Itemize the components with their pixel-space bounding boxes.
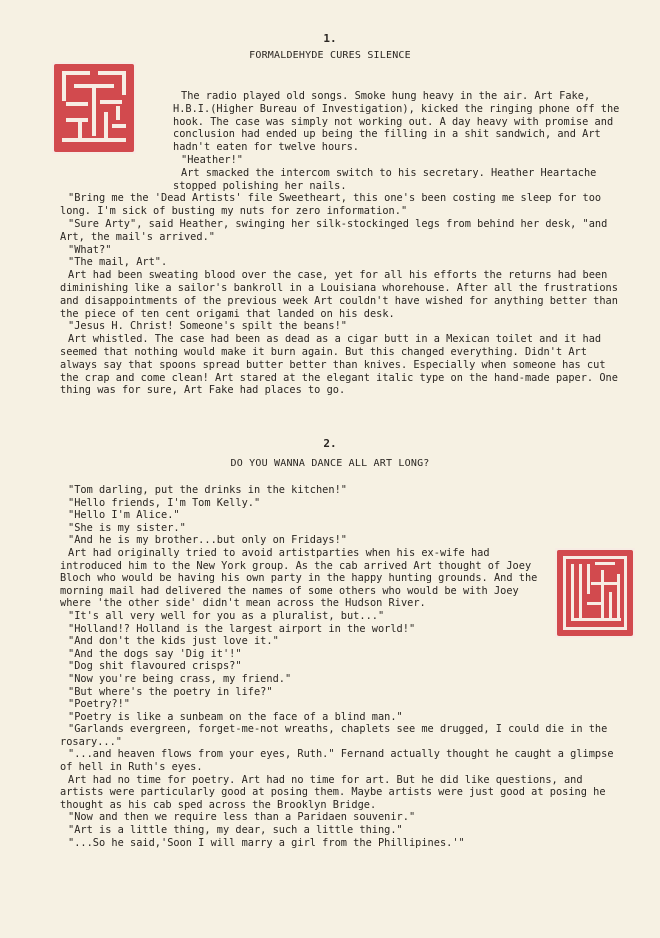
section-2-title: DO YOU WANNA DANCE ALL ART LONG? [230, 458, 430, 469]
dialogue-line: "She is my sister." [68, 521, 186, 534]
paragraph: "Jesus H. Christ! Someone's spilt the beans!" [68, 320, 347, 333]
paragraph: Art whistled. The case had been as dead as a cigar butt in a Mexican toilet and it had seemed that nothing would make it burn again. But this changed everything. Didn't Art always say that spoons spread butter better than knives. Especially when someone has cut the crap and come clean! Art stared at the elegant italic type on the hand-made paper. One thing was for sure, Art Fake had places to go. [60, 333, 618, 397]
paragraph: The radio played old songs. Smoke hung heavy in the air. Art Fake, H.B.I.(Higher Bureau of Investigation), kicked the ringing phone off the hook. The case was simply not working out. A day heavy with promise and conclusion had ended up being the filling in a shit sandwich, and Art hadn't eaten for twelve hours. [173, 90, 620, 154]
paragraph: Art had no time for poetry. Art had no time for art. But he did like questions, and artists were particularly good at posing them. Maybe artists were just good at posing he thought as his cab sped across the Brooklyn Bridge. [60, 773, 606, 811]
paragraph: "The mail, Art". [68, 256, 168, 269]
page-number-2: 2. [323, 437, 337, 450]
paragraph: Art had originally tried to avoid artistparties when his ex-wife had introduced him to the New York group. As the cab arrived Art thought of Joey Bloch who would be having his own party in the happy hunting grounds. And the morning mail had delivered the names of some others who would be with Joey where 'the other side' didn't mean across the Hudson River. [60, 546, 538, 610]
paragraph: "Heather!" [181, 153, 243, 166]
dialogue-line: "Poetry is like a sunbeam on the face of a blind man." [68, 710, 403, 723]
page-number-1: 1. [323, 32, 337, 45]
dialogue-line: "Art is a little thing, my dear, such a little thing." [68, 824, 403, 837]
dialogue-line: "And don't the kids just love it." [68, 635, 279, 648]
paragraph: "...and heaven flows from your eyes, Ruth." Fernand actually thought he caught a glimpse of hell in Ruth's eyes. [60, 748, 614, 774]
section-2-text [60, 484, 630, 849]
dialogue-line: "It's all very well for you as a pluralist, but..." [68, 609, 385, 622]
dialogue-line: "...So he said,'Soon I will marry a girl from the Phillipines.'" [68, 836, 465, 849]
dialogue-line: "Hello friends, I'm Tom Kelly." [68, 496, 261, 509]
dialogue-line: "And he is my brother...but only on Fridays!" [68, 534, 347, 547]
dialogue-line: "Hello I'm Alice." [68, 509, 180, 522]
paragraph: "Bring me the 'Dead Artists' file Sweetheart, this one's been costing me sleep for too long. I'm sick of busting my nuts for zero information." [60, 192, 602, 218]
paragraph: Art smacked the intercom switch to his secretary. Heather Heartache stopped polishing her nails. [173, 166, 597, 192]
dialogue-line: "Dog shit flavoured crisps?" [68, 660, 242, 673]
section-1-text [60, 90, 630, 397]
paragraph: "What?" [68, 243, 112, 256]
dialogue-line: "Poetry?!" [68, 698, 130, 711]
dialogue-line: "Now you're being crass, my friend." [68, 672, 292, 685]
dialogue-line: "Holland!? Holland is the largest airport in the world!" [68, 622, 416, 635]
dialogue-line: "And the dogs say 'Dig it'!" [68, 647, 242, 660]
paragraph: "Sure Arty", said Heather, swinging her silk-stockinged legs from behind her desk, "and Art, the mail's arrived." [60, 217, 608, 243]
dialogue-line: "Tom darling, put the drinks in the kitchen!" [68, 484, 347, 496]
dialogue-line: "Now and then we require less than a Paridaen souvenir." [68, 811, 416, 824]
dialogue-line: "But where's the poetry in life?" [68, 685, 273, 698]
dialogue-line: "Garlands evergreen, forget-me-not wreaths, chaplets see me drugged, I could die in the rosary..." [60, 723, 608, 748]
paragraph: Art had been sweating blood over the case, yet for all his efforts the returns had been diminishing like a sailor's bankroll in a Louisiana whorehouse. After all the frustrations and disappointments of the previous week Art couldn't have wished for anything better than the piece of ten cent origami that landed on his desk. [60, 269, 618, 320]
section-1-title: FORMALDEHYDE CURES SILENCE [249, 50, 411, 61]
